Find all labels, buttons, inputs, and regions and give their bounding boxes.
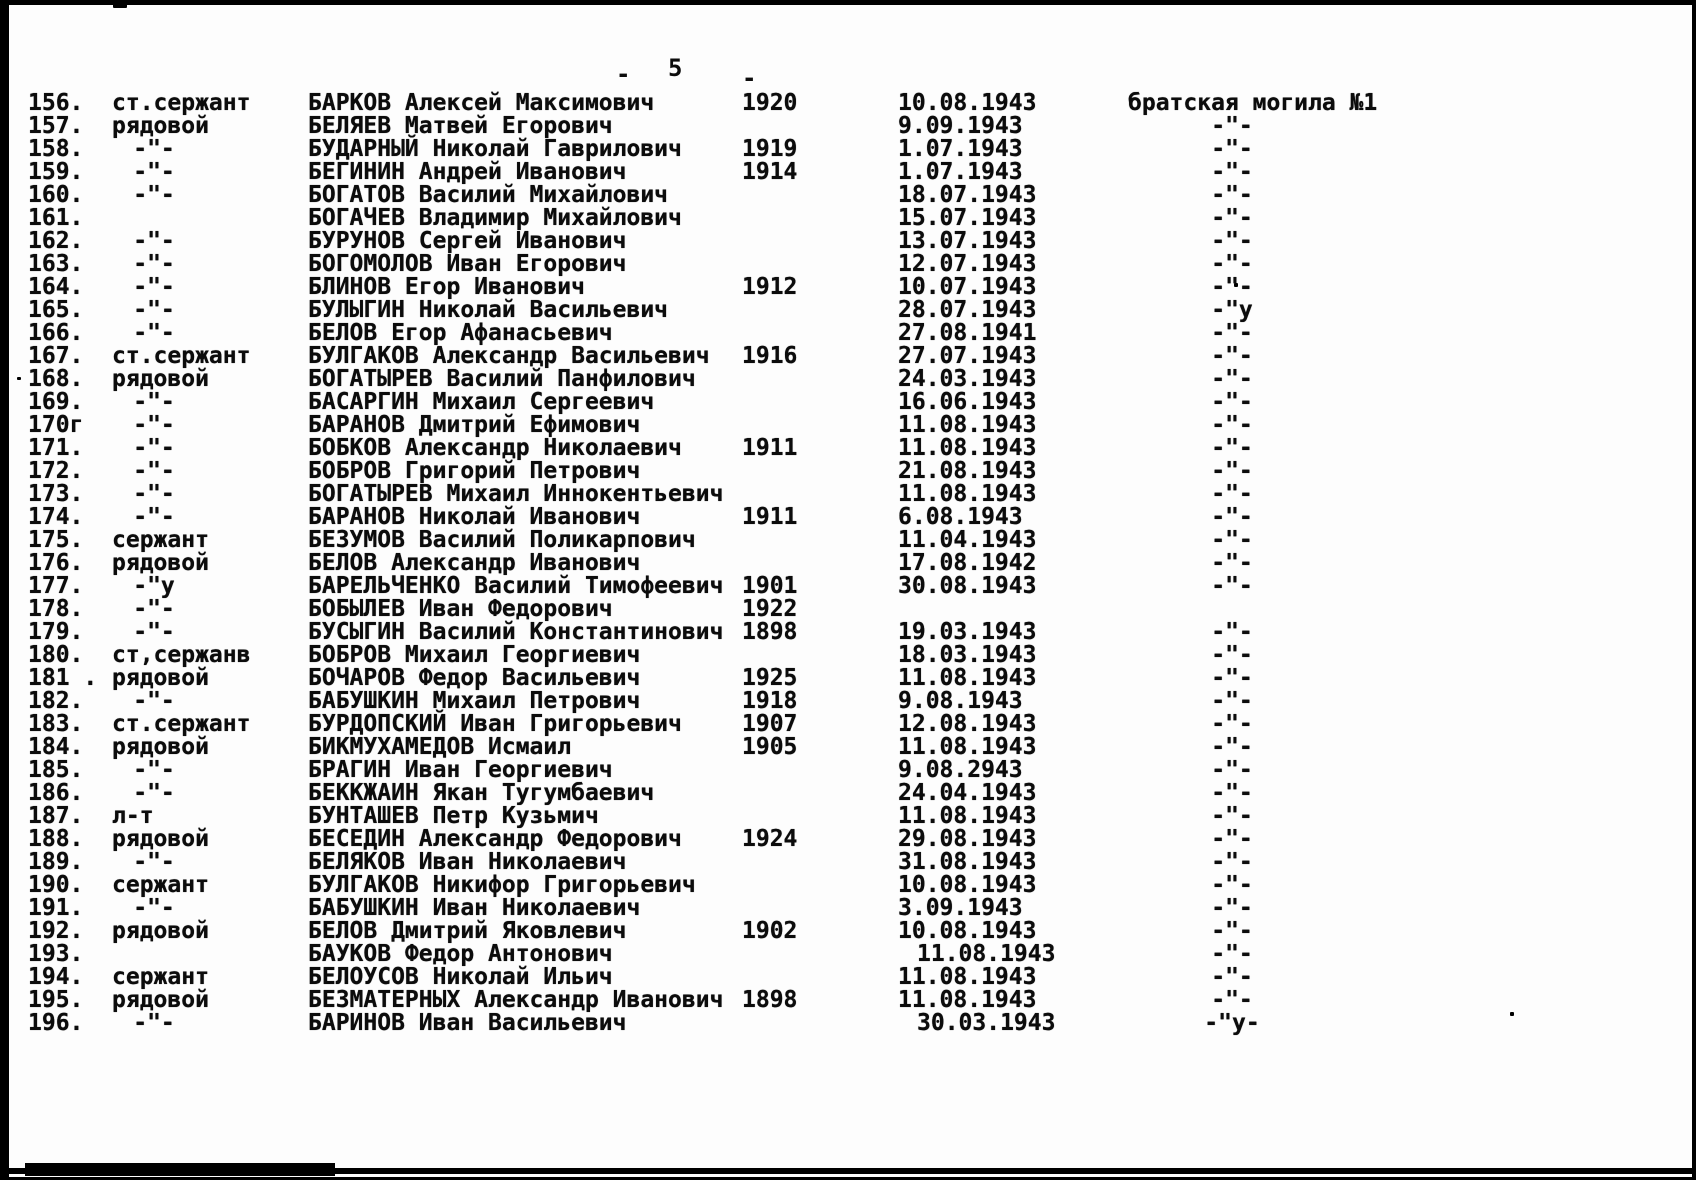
row-number-cell: 161. <box>28 205 84 231</box>
name-cell: БРАГИН Иван Георгиевич <box>308 757 613 783</box>
burial-place-cell: братская могила №1 <box>1128 90 1378 116</box>
death-date-cell: 11.08.1943 <box>917 941 1056 967</box>
death-date-cell: 11.08.1943 <box>898 665 1037 691</box>
name-cell: БЕЗМАТЕРНЫХ Александр Иванович <box>308 987 724 1013</box>
burial-place-cell: -"- <box>1211 619 1253 645</box>
row-number-cell: 195. <box>28 987 84 1013</box>
name-cell: БУНТАШЕВ Петр Кузьмич <box>308 803 599 829</box>
name-cell: БЕЛЯЕВ Матвей Егорович <box>308 113 613 139</box>
rank-cell: -"- <box>133 895 175 921</box>
row-number-cell: 160. <box>28 182 84 208</box>
birth-year-cell: 1916 <box>742 343 798 369</box>
death-date-cell: 11.08.1943 <box>898 481 1037 507</box>
death-date-cell: 12.08.1943 <box>898 711 1037 737</box>
rank-cell: -"- <box>133 389 175 415</box>
death-date-cell: 11.08.1943 <box>898 964 1037 990</box>
name-cell: БЕЛОВ Дмитрий Яковлевич <box>308 918 627 944</box>
rank-cell: -"- <box>133 274 175 300</box>
table-row <box>0 1012 1696 1035</box>
name-cell: БЕЗУМОВ Василий Поликарпович <box>308 527 696 553</box>
burial-place-cell: -"- <box>1211 757 1253 783</box>
name-cell: БЛИНОВ Егор Иванович <box>308 274 585 300</box>
rank-cell: -"- <box>133 297 175 323</box>
name-cell: БАРКОВ Алексей Максимович <box>308 90 655 116</box>
rank-cell: -"- <box>133 412 175 438</box>
row-number-cell: 164. <box>28 274 84 300</box>
death-date-cell: 11.08.1943 <box>898 987 1037 1013</box>
rank-cell: -"- <box>133 688 175 714</box>
burial-place-cell: -"- <box>1211 573 1253 599</box>
rank-cell: -"у <box>133 573 175 599</box>
burial-place-cell: -"- <box>1211 343 1253 369</box>
rank-cell: -"- <box>133 481 175 507</box>
name-cell: БОГАТЫРЕВ Василий Панфилович <box>308 366 696 392</box>
row-number-cell: 165. <box>28 297 84 323</box>
name-cell: БЕЛЯКОВ Иван Николаевич <box>308 849 627 875</box>
burial-place-cell: -"у <box>1211 297 1253 323</box>
table-row <box>0 161 1696 184</box>
row-number-cell: 162. <box>28 228 84 254</box>
row-number-cell: 196. <box>28 1010 84 1036</box>
name-cell: БЕСЕДИН Александр Федорович <box>308 826 682 852</box>
rank-cell: рядовой <box>112 987 209 1013</box>
name-cell: БАРИНОВ Иван Васильевич <box>308 1010 627 1036</box>
rank-cell: -"- <box>133 182 175 208</box>
death-date-cell: 13.07.1943 <box>898 228 1037 254</box>
row-number-cell: 178. <box>28 596 84 622</box>
table-row <box>0 253 1696 276</box>
death-date-cell: 21.08.1943 <box>898 458 1037 484</box>
row-number-cell: 189. <box>28 849 84 875</box>
name-cell: БУЛЫГИН Николай Васильевич <box>308 297 669 323</box>
death-date-cell: 11.04.1943 <box>898 527 1037 553</box>
rank-cell: -"- <box>133 1010 175 1036</box>
burial-place-cell: -"- <box>1211 895 1253 921</box>
name-cell: БАРЕЛЬЧЕНКО Василий Тимофеевич <box>308 573 724 599</box>
page-border-bottom-thick <box>25 1163 335 1176</box>
table-row <box>0 460 1696 483</box>
table-row <box>0 276 1696 299</box>
table-row <box>0 207 1696 230</box>
row-number-cell: 185. <box>28 757 84 783</box>
death-date-cell: 10.07.1943 <box>898 274 1037 300</box>
burial-place-cell: -"- <box>1211 872 1253 898</box>
burial-place-cell: -"- <box>1211 182 1253 208</box>
row-number-cell: 192. <box>28 918 84 944</box>
name-cell: БОБРОВ Михаил Георгиевич <box>308 642 641 668</box>
burial-place-cell: -"- <box>1211 389 1253 415</box>
name-cell: БИКМУХАМЕДОВ Исмаил <box>308 734 572 760</box>
death-date-cell: 28.07.1943 <box>898 297 1037 323</box>
table-row <box>0 713 1696 736</box>
name-cell: БАРАНОВ Дмитрий Ефимович <box>308 412 641 438</box>
table-row <box>0 322 1696 345</box>
row-number-cell: 182. <box>28 688 84 714</box>
death-date-cell: 30.03.1943 <box>917 1010 1056 1036</box>
rank-cell: ст.сержант <box>112 90 251 116</box>
name-cell: БУРУНОВ Сергей Иванович <box>308 228 627 254</box>
death-date-cell: 9.08.1943 <box>898 688 1023 714</box>
page-number-dash-left: - <box>616 60 631 88</box>
burial-place-cell: -"- <box>1211 665 1253 691</box>
table-row <box>0 299 1696 322</box>
table-row <box>0 920 1696 943</box>
burial-place-cell: -"- <box>1211 803 1253 829</box>
birth-year-cell: 1920 <box>742 90 798 116</box>
birth-year-cell: 1925 <box>742 665 798 691</box>
table-row <box>0 851 1696 874</box>
birth-year-cell: 1898 <box>742 619 798 645</box>
name-cell: БАБУШКИН Михаил Петрович <box>308 688 641 714</box>
table-row <box>0 598 1696 621</box>
name-cell: БУСЫГИН Василий Константинович <box>308 619 724 645</box>
burial-place-cell: -"- <box>1211 205 1253 231</box>
burial-place-cell: -"- <box>1211 435 1253 461</box>
death-date-cell: 24.03.1943 <box>898 366 1037 392</box>
burial-place-cell: -"- <box>1211 504 1253 530</box>
row-number-cell: 172. <box>28 458 84 484</box>
rank-cell: -"- <box>133 228 175 254</box>
row-number-cell: 175. <box>28 527 84 553</box>
row-number-cell: 171. <box>28 435 84 461</box>
death-date-cell: 10.08.1943 <box>898 872 1037 898</box>
rank-cell: ст.сержант <box>112 711 251 737</box>
burial-place-cell: -"- <box>1211 918 1253 944</box>
row-number-cell: 167. <box>28 343 84 369</box>
rank-cell: -"- <box>133 320 175 346</box>
birth-year-cell: 1911 <box>742 435 798 461</box>
row-number-cell: 179. <box>28 619 84 645</box>
birth-year-cell: 1924 <box>742 826 798 852</box>
table-row <box>0 368 1696 391</box>
burial-place-cell: -"- <box>1211 688 1253 714</box>
name-cell: БОЧАРОВ Федор Васильевич <box>308 665 641 691</box>
burial-place-cell: -"- <box>1211 412 1253 438</box>
row-number-cell: 184. <box>28 734 84 760</box>
row-number-cell: 177. <box>28 573 84 599</box>
birth-year-cell: 1901 <box>742 573 798 599</box>
page-border-top <box>0 0 1696 5</box>
rank-cell: сержант <box>112 527 209 553</box>
burial-place-cell: -"- <box>1211 366 1253 392</box>
table-row <box>0 897 1696 920</box>
death-date-cell: 18.07.1943 <box>898 182 1037 208</box>
row-number-cell: 170г <box>28 412 84 438</box>
name-cell: БУДАРНЫЙ Николай Гаврилович <box>308 136 682 162</box>
row-number-cell: 169. <box>28 389 84 415</box>
table-row <box>0 989 1696 1012</box>
page-number-dash-right: - <box>742 64 757 92</box>
rank-cell: рядовой <box>112 734 209 760</box>
birth-year-cell: 1912 <box>742 274 798 300</box>
rank-cell: рядовой <box>112 550 209 576</box>
burial-place-cell: -"- <box>1211 780 1253 806</box>
name-cell: БАУКОВ Федор Антонович <box>308 941 613 967</box>
burial-place-cell: -"- <box>1211 251 1253 277</box>
table-row <box>0 690 1696 713</box>
row-number-cell: 191. <box>28 895 84 921</box>
table-row <box>0 138 1696 161</box>
table-row <box>0 759 1696 782</box>
row-number-cell: 186. <box>28 780 84 806</box>
birth-year-cell: 1898 <box>742 987 798 1013</box>
rank-cell: -"- <box>133 849 175 875</box>
table-row <box>0 345 1696 368</box>
name-cell: БОБКОВ Александр Николаевич <box>308 435 682 461</box>
death-date-cell: 10.08.1943 <box>898 918 1037 944</box>
burial-place-cell: -"- <box>1211 826 1253 852</box>
row-number-cell: 159. <box>28 159 84 185</box>
death-date-cell: 24.04.1943 <box>898 780 1037 806</box>
burial-place-cell: -"у- <box>1204 1010 1260 1036</box>
page-number: 5 <box>668 54 683 82</box>
birth-year-cell: 1902 <box>742 918 798 944</box>
table-row <box>0 529 1696 552</box>
death-date-cell: 6.08.1943 <box>898 504 1023 530</box>
row-number-cell: 176. <box>28 550 84 576</box>
table-row <box>0 414 1696 437</box>
rank-cell: -"- <box>133 504 175 530</box>
name-cell: БУРДОПСКИЙ Иван Григорьевич <box>308 711 682 737</box>
rank-cell: рядовой <box>112 665 209 691</box>
rank-cell: рядовой <box>112 366 209 392</box>
table-row <box>0 644 1696 667</box>
row-number-cell: 188. <box>28 826 84 852</box>
name-cell: БОГОМОЛОВ Иван Егорович <box>308 251 627 277</box>
rank-cell: -"- <box>133 458 175 484</box>
table-row <box>0 230 1696 253</box>
table-row <box>0 943 1696 966</box>
burial-place-cell: -"- <box>1211 734 1253 760</box>
name-cell: БАБУШКИН Иван Николаевич <box>308 895 641 921</box>
burial-place-cell: -"- <box>1211 228 1253 254</box>
death-date-cell: 9.09.1943 <box>898 113 1023 139</box>
rank-cell: -"- <box>133 159 175 185</box>
death-date-cell: 30.08.1943 <box>898 573 1037 599</box>
rank-cell: -"- <box>133 619 175 645</box>
table-row <box>0 828 1696 851</box>
death-date-cell: 18.03.1943 <box>898 642 1037 668</box>
name-cell: БУЛГАКОВ Никифор Григорьевич <box>308 872 696 898</box>
burial-place-cell: -"- <box>1211 550 1253 576</box>
table-row <box>0 92 1696 115</box>
burial-place-cell: -"- <box>1211 964 1253 990</box>
death-date-cell: 12.07.1943 <box>898 251 1037 277</box>
name-cell: БОГАЧЕВ Владимир Михайлович <box>308 205 682 231</box>
name-cell: БЕГИНИН Андрей Иванович <box>308 159 627 185</box>
birth-year-cell: 1918 <box>742 688 798 714</box>
row-number-cell: 174. <box>28 504 84 530</box>
rank-cell: рядовой <box>112 918 209 944</box>
name-cell: БОГАТОВ Василий Михайлович <box>308 182 669 208</box>
table-row <box>0 575 1696 598</box>
birth-year-cell: 1911 <box>742 504 798 530</box>
name-cell: БЕККЖАИН Якан Тугумбаевич <box>308 780 655 806</box>
burial-place-cell: -"- <box>1211 711 1253 737</box>
burial-place-cell: -"- <box>1211 642 1253 668</box>
death-date-cell: 11.08.1943 <box>898 734 1037 760</box>
death-date-cell: 29.08.1943 <box>898 826 1037 852</box>
burial-place-cell: -"- <box>1211 527 1253 553</box>
death-date-cell: 16.06.1943 <box>898 389 1037 415</box>
burial-place-cell: -"- <box>1211 481 1253 507</box>
burial-place-cell: -"- <box>1211 987 1253 1013</box>
burial-place-cell: -"- <box>1211 113 1253 139</box>
death-date-cell: 1.07.1943 <box>898 159 1023 185</box>
name-cell: БОБРОВ Григорий Петрович <box>308 458 641 484</box>
name-cell: БЕЛОВ Егор Афанасьевич <box>308 320 613 346</box>
name-cell: БАРАНОВ Николай Иванович <box>308 504 641 530</box>
birth-year-cell: 1922 <box>742 596 798 622</box>
table-row <box>0 782 1696 805</box>
rank-cell: сержант <box>112 964 209 990</box>
name-cell: БАСАРГИН Михаил Сергеевич <box>308 389 655 415</box>
death-date-cell: 1.07.1943 <box>898 136 1023 162</box>
row-number-cell: 193. <box>28 941 84 967</box>
death-date-cell: 11.08.1943 <box>898 435 1037 461</box>
birth-year-cell: 1905 <box>742 734 798 760</box>
table-row <box>0 483 1696 506</box>
table-row <box>0 184 1696 207</box>
name-cell: БУЛГАКОВ Александр Васильевич <box>308 343 710 369</box>
death-date-cell: 27.07.1943 <box>898 343 1037 369</box>
table-row <box>0 966 1696 989</box>
row-number-cell: 163. <box>28 251 84 277</box>
death-date-cell: 10.08.1943 <box>898 90 1037 116</box>
rank-cell: рядовой <box>112 113 209 139</box>
burial-place-cell: -"- <box>1211 941 1253 967</box>
death-date-cell: 11.08.1943 <box>898 412 1037 438</box>
name-cell: БЕЛОВ Александр Иванович <box>308 550 641 576</box>
birth-year-cell: 1907 <box>742 711 798 737</box>
row-number-cell: 181 . <box>28 665 98 691</box>
row-number-cell: 156. <box>28 90 84 116</box>
rank-cell: -"- <box>133 435 175 461</box>
row-number-cell: 183. <box>28 711 84 737</box>
death-date-cell: 17.08.1942 <box>898 550 1037 576</box>
row-number-cell: 194. <box>28 964 84 990</box>
row-number-cell: 158. <box>28 136 84 162</box>
death-date-cell: 31.08.1943 <box>898 849 1037 875</box>
row-number-cell: 187. <box>28 803 84 829</box>
burial-place-cell: -"- <box>1211 458 1253 484</box>
birth-year-cell: 1914 <box>742 159 798 185</box>
burial-place-cell: -"- <box>1211 136 1253 162</box>
table-row <box>0 391 1696 414</box>
row-number-cell: 157. <box>28 113 84 139</box>
row-number-cell: 173. <box>28 481 84 507</box>
row-number-cell: 168. <box>28 366 84 392</box>
rank-cell: ст.сержант <box>112 343 251 369</box>
name-cell: БОБЫЛЕВ Иван Федорович <box>308 596 613 622</box>
rank-cell: -"- <box>133 136 175 162</box>
row-number-cell: 166. <box>28 320 84 346</box>
burial-place-cell: -"- <box>1211 320 1253 346</box>
death-date-cell: 9.08.2943 <box>898 757 1023 783</box>
death-date-cell: 19.03.1943 <box>898 619 1037 645</box>
death-date-cell: 11.08.1943 <box>898 803 1037 829</box>
burial-place-cell: -"- <box>1211 159 1253 185</box>
table-row <box>0 437 1696 460</box>
table-row <box>0 115 1696 138</box>
table-row <box>0 552 1696 575</box>
rank-cell: сержант <box>112 872 209 898</box>
rank-cell: -"- <box>133 596 175 622</box>
burial-place-cell: -"- <box>1211 849 1253 875</box>
rank-cell: -"- <box>133 780 175 806</box>
rank-cell: л-т <box>112 803 154 829</box>
rank-cell: -"- <box>133 757 175 783</box>
burial-place-cell: -"- <box>1211 274 1253 300</box>
birth-year-cell: 1919 <box>742 136 798 162</box>
table-row <box>0 805 1696 828</box>
row-number-cell: 180. <box>28 642 84 668</box>
death-date-cell: 15.07.1943 <box>898 205 1037 231</box>
name-cell: БЕЛОУСОВ Николай Ильич <box>308 964 613 990</box>
table-row <box>0 874 1696 897</box>
death-date-cell: 3.09.1943 <box>898 895 1023 921</box>
rank-cell: ст,сержанв <box>112 642 251 668</box>
scan-speck <box>113 3 127 8</box>
table-row <box>0 621 1696 644</box>
table-row <box>0 736 1696 759</box>
rank-cell: -"- <box>133 251 175 277</box>
death-date-cell: 27.08.1941 <box>898 320 1037 346</box>
rank-cell: рядовой <box>112 826 209 852</box>
table-row <box>0 506 1696 529</box>
table-row <box>0 667 1696 690</box>
row-number-cell: 190. <box>28 872 84 898</box>
name-cell: БОГАТЫРЕВ Михаил Иннокентьевич <box>308 481 724 507</box>
